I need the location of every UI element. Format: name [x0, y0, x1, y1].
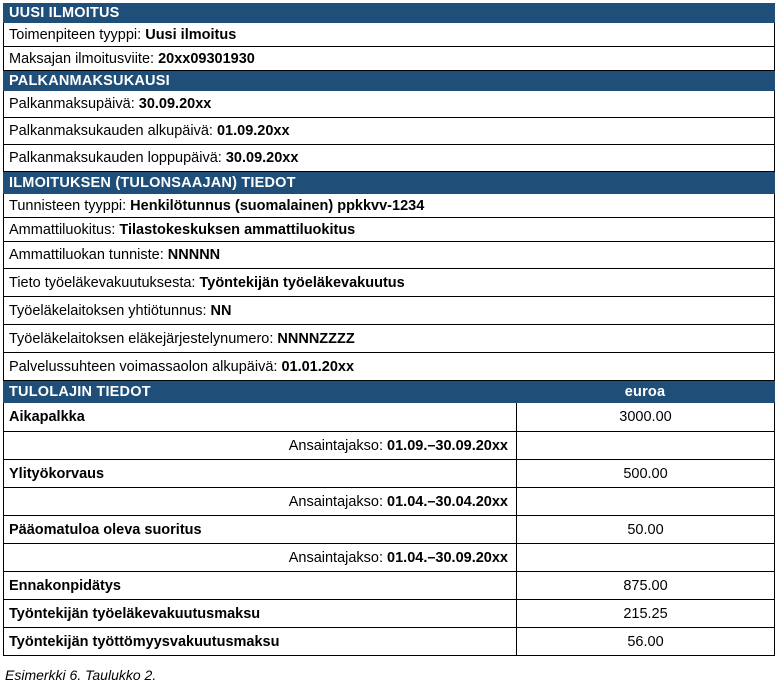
income-type-name: Työntekijän työeläkevakuutusmaksu: [9, 605, 261, 622]
section-header-new-report: [3, 3, 775, 23]
section-title: ILMOITUKSEN (TULONSAAJAN) TIEDOT: [9, 174, 296, 191]
field-value: 30.09.20xx: [225, 150, 299, 166]
field-label: Maksajan ilmoitusviite:: [9, 50, 159, 67]
field-label: Tieto työeläkevakuutuksesta:: [9, 274, 200, 291]
earning-period-label: Ansaintajakso:: [288, 493, 388, 510]
earning-period-label: Ansaintajakso:: [288, 437, 388, 454]
income-row: [3, 628, 775, 656]
field-value: 01.01.20xx: [281, 358, 355, 375]
section-header-recipient: [3, 172, 775, 194]
field-label: Palkanmaksukauden loppupäivä:: [9, 150, 226, 166]
section-title: UUSI ILMOITUS: [9, 5, 120, 21]
income-row: [3, 516, 775, 544]
income-row: [3, 403, 775, 432]
earning-period-value: 01.04.–30.04.20xx: [387, 493, 508, 510]
income-type-name: Työntekijän työttömyysvakuutusmaksu: [9, 633, 280, 650]
field-label: Tunnisteen tyyppi:: [9, 197, 131, 214]
field-value: Uusi ilmoitus: [145, 26, 237, 43]
payroll-report-table: [3, 3, 775, 656]
field-value: 01.09.20xx: [216, 123, 290, 139]
info-row: [3, 194, 775, 218]
info-row: [3, 118, 775, 145]
income-row: [3, 600, 775, 628]
info-row: [3, 297, 775, 325]
earning-period-row: [3, 488, 775, 516]
field-value: Tilastokeskuksen ammattiluokitus: [119, 221, 356, 238]
field-value: NN: [210, 302, 232, 319]
earning-period-row: [3, 432, 775, 460]
field-label: Ammattiluokan tunniste:: [9, 247, 168, 263]
info-row: [3, 145, 775, 172]
section-header-pay-period: [3, 71, 775, 91]
table-caption: Esimerkki 6. Taulukko 2.: [5, 667, 157, 683]
earning-period-value: 01.04.–30.09.20xx: [387, 549, 508, 566]
income-amount: 50.00: [627, 521, 664, 538]
info-row: [3, 269, 775, 297]
info-row: [3, 353, 775, 381]
field-value: 30.09.20xx: [138, 96, 212, 112]
field-label: Ammattiluokitus:: [9, 221, 120, 238]
field-label: Työeläkelaitoksen eläkejärjestelynumero:: [9, 330, 278, 347]
info-row: [3, 23, 775, 47]
income-type-name: Pääomatuloa oleva suoritus: [9, 521, 202, 538]
income-type-name: Ennakonpidätys: [9, 577, 121, 594]
income-row: [3, 460, 775, 488]
field-label: Työeläkelaitoksen yhtiötunnus:: [9, 302, 211, 319]
field-value: Henkilötunnus (suomalainen) ppkkvv-1234: [130, 197, 425, 214]
field-label: Palvelussuhteen voimassaolon alkupäivä:: [9, 358, 282, 375]
info-row: [3, 47, 775, 71]
info-row: [3, 325, 775, 353]
field-label: Palkanmaksukauden alkupäivä:: [9, 123, 217, 139]
currency-header: euroa: [624, 383, 666, 400]
info-row: [3, 218, 775, 242]
info-row: [3, 91, 775, 118]
earning-period-value: 01.09.–30.09.20xx: [387, 437, 508, 454]
earning-period-row: [3, 544, 775, 572]
section-title: PALKANMAKSUKAUSI: [9, 72, 170, 89]
field-label: Palkanmaksupäivä:: [9, 96, 139, 112]
field-value: Työntekijän työeläkevakuutus: [199, 274, 405, 291]
section-header-income-types: [3, 381, 775, 403]
field-value: NNNNZZZZ: [277, 330, 355, 347]
income-amount: 56.00: [627, 633, 664, 650]
income-amount: 500.00: [623, 465, 668, 482]
income-amount: 875.00: [623, 577, 668, 594]
income-amount: 3000.00: [619, 409, 672, 425]
income-row: [3, 572, 775, 600]
field-label: Toimenpiteen tyyppi:: [9, 26, 146, 43]
income-type-name: Ylityökorvaus: [9, 465, 105, 482]
income-type-name: Aikapalkka: [9, 409, 85, 425]
field-value: NNNNN: [167, 247, 221, 263]
earning-period-label: Ansaintajakso:: [288, 549, 388, 566]
section-title: TULOLAJIN TIEDOT: [9, 383, 151, 400]
income-amount: 215.25: [623, 605, 668, 622]
field-value: 20xx09301930: [158, 50, 255, 67]
info-row: [3, 242, 775, 269]
